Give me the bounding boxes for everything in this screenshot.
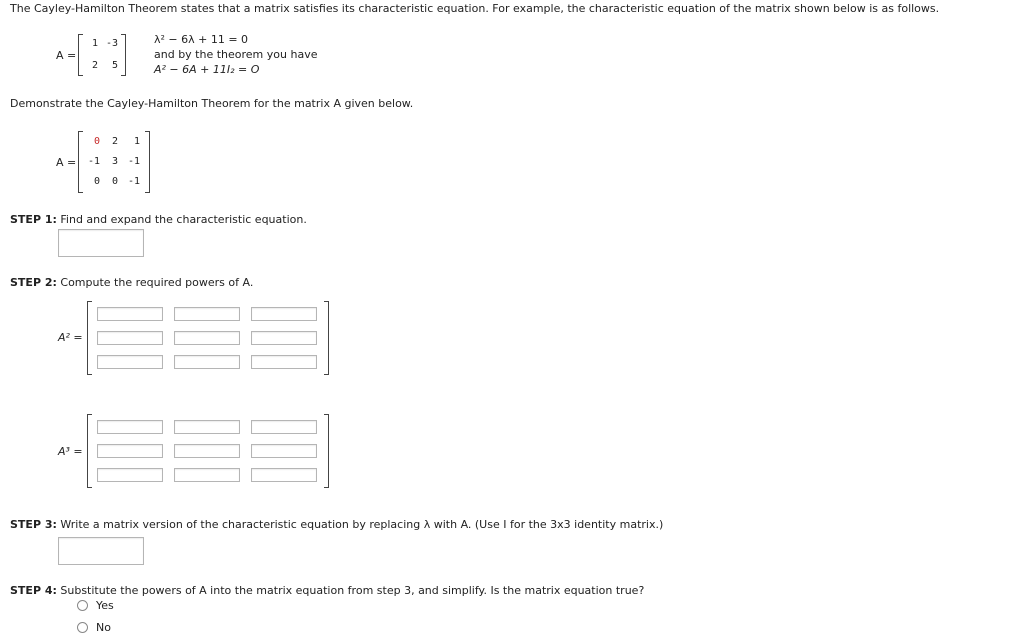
a3-cell-3-3-input[interactable]	[251, 468, 317, 482]
matrix-cell: 0	[111, 176, 118, 187]
matrix-cell: 3	[111, 156, 118, 167]
matrix-cell: 1	[91, 38, 98, 49]
a2-cell-2-3-input[interactable]	[251, 331, 317, 345]
example-characteristic-equation: λ² − 6λ + 11 = 0	[154, 33, 249, 46]
a2-cell-1-2-input[interactable]	[174, 307, 240, 321]
a-cubed-label: A³ =	[58, 445, 83, 458]
a2-cell-3-3-input[interactable]	[251, 355, 317, 369]
step3-answer-input[interactable]	[58, 537, 144, 565]
step3-heading	[10, 518, 663, 531]
a3-cell-1-3-input[interactable]	[251, 420, 317, 434]
intro-text: The Cayley-Hamilton Theorem states that a matrix satisfies its characteristic equation. For example, the characteristic equation of the matrix shown below is as follows.	[10, 2, 940, 15]
step3-text: Write a matrix version of the characteristic equation by replacing λ with A. (Use I for the 3x3 identity matrix.)	[60, 518, 664, 531]
step1-text: Find and expand the characteristic equation.	[60, 213, 307, 226]
step1-label: STEP 1:	[10, 213, 57, 226]
a3-cell-1-2-input[interactable]	[174, 420, 240, 434]
step4-option-no[interactable]	[77, 621, 111, 634]
a2-cell-1-3-input[interactable]	[251, 307, 317, 321]
a2-cell-2-1-input[interactable]	[97, 331, 163, 345]
a3-cell-2-2-input[interactable]	[174, 444, 240, 458]
a3-cell-3-2-input[interactable]	[174, 468, 240, 482]
option-yes-label: Yes	[96, 599, 114, 612]
matrix-cell: 0	[93, 176, 100, 187]
left-bracket	[87, 414, 92, 488]
matrix-cell: 2	[111, 136, 118, 147]
step2-text: Compute the required powers of A.	[60, 276, 254, 289]
left-bracket	[78, 34, 83, 76]
step4-label: STEP 4:	[10, 584, 57, 597]
demonstrate-text: Demonstrate the Cayley-Hamilton Theorem for the matrix A given below.	[10, 97, 414, 110]
option-no-label: No	[96, 621, 111, 634]
step4-heading	[10, 584, 644, 597]
matrix-cell: 1	[133, 136, 140, 147]
radio-yes[interactable]	[77, 600, 88, 611]
a2-cell-3-1-input[interactable]	[97, 355, 163, 369]
matrix-cell: -1	[127, 156, 140, 167]
given-matrix-label: A =	[56, 156, 77, 169]
step1-heading	[10, 213, 307, 226]
left-bracket	[78, 131, 83, 193]
matrix-cell: -3	[105, 38, 118, 49]
matrix-cell: 0	[93, 136, 100, 147]
matrix-cell: -1	[87, 156, 100, 167]
step2-label: STEP 2:	[10, 276, 57, 289]
left-bracket	[87, 301, 92, 375]
matrix-cell: -1	[127, 176, 140, 187]
step1-answer-input[interactable]	[58, 229, 144, 257]
matrix-cell: 2	[91, 60, 98, 71]
right-bracket	[324, 414, 329, 488]
a3-cell-2-3-input[interactable]	[251, 444, 317, 458]
a3-cell-1-1-input[interactable]	[97, 420, 163, 434]
example-matrix-equation: A² − 6A + 11I₂ = O	[154, 63, 260, 76]
a2-cell-2-2-input[interactable]	[174, 331, 240, 345]
step3-label: STEP 3:	[10, 518, 57, 531]
example-matrix-label: A =	[56, 49, 77, 62]
radio-no[interactable]	[77, 622, 88, 633]
a2-cell-1-1-input[interactable]	[97, 307, 163, 321]
matrix-cell: 5	[111, 60, 118, 71]
step4-text: Substitute the powers of A into the matrix equation from step 3, and simplify. Is the matrix equation true?	[60, 584, 645, 597]
right-bracket	[145, 131, 150, 193]
right-bracket	[121, 34, 126, 76]
a2-cell-3-2-input[interactable]	[174, 355, 240, 369]
a3-cell-3-1-input[interactable]	[97, 468, 163, 482]
example-theorem-text: and by the theorem you have	[154, 48, 318, 61]
step2-heading	[10, 276, 253, 289]
a3-cell-2-1-input[interactable]	[97, 444, 163, 458]
right-bracket	[324, 301, 329, 375]
a-squared-label: A² =	[58, 331, 83, 344]
step4-option-yes[interactable]	[77, 599, 114, 612]
